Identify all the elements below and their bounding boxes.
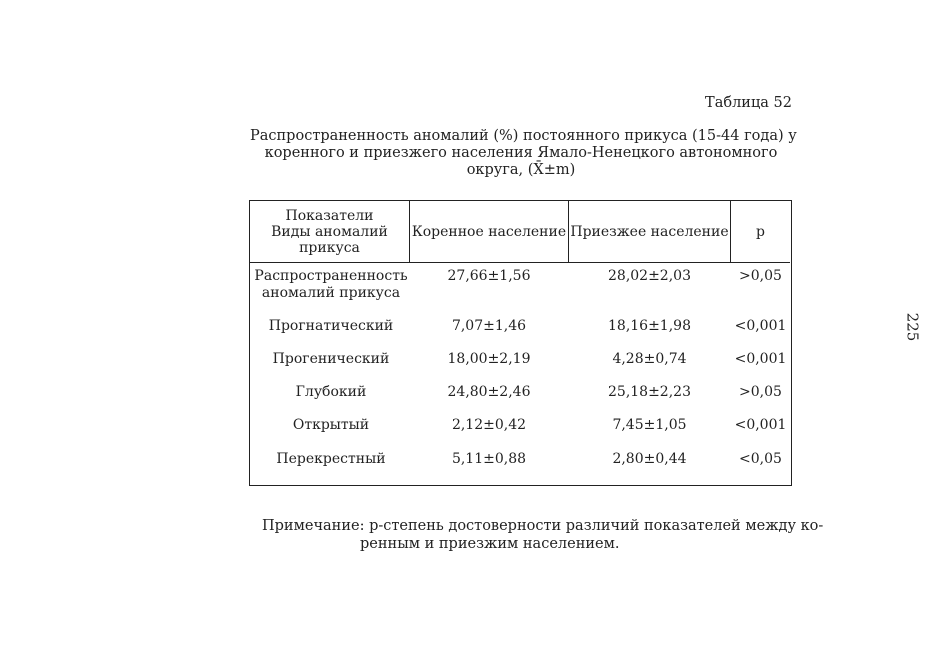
row-indicator: Прогенический [272,351,390,367]
table-note [262,517,824,553]
table-header-row [250,201,790,263]
row-indicator [250,268,412,302]
page-number: 225 [903,312,922,342]
header-indicator-line: прикуса [299,239,360,256]
header-newcomer-population: Приезжее население [570,223,729,240]
table-number-label: Таблица 52 [705,95,792,111]
row-indicator: Открытый [292,417,370,433]
row-native-value: 18,00±2,19 [447,351,531,367]
row-native-value: 5,11±0,88 [451,451,527,467]
row-indicator: Прогнатический [268,318,394,334]
header-indicator [250,201,409,262]
row-native-value: 2,12±0,42 [451,417,527,433]
caption-line-2: коренного и приезжего населения Ямало-Ненецкого автономного [264,145,778,161]
header-native-population: Коренное население [411,223,567,240]
row-p-value: <0,001 [734,318,787,334]
data-table [249,200,792,486]
header-p-value: р [756,223,765,240]
row-p-value: <0,05 [739,451,782,467]
row-newcomer-value: 25,18±2,23 [608,384,691,400]
row-native-value: 24,80±2,46 [447,384,531,400]
row-p-value: <0,001 [734,351,787,367]
row-native-value: 7,07±1,46 [451,318,527,334]
row-p-value: >0,05 [739,384,782,400]
row-newcomer-value: 28,02±2,03 [608,268,691,284]
row-indicator-line: аномалий прикуса [261,285,401,301]
header-indicator-line: Показатели [285,207,374,224]
row-indicator-line: Распространенность [254,268,408,284]
row-newcomer-value: 2,80±0,44 [612,451,687,467]
header-indicator-line: Виды аномалий [271,223,388,240]
caption-line-3: округа, (X̄±m) [466,162,576,178]
row-native-value: 27,66±1,56 [447,268,531,284]
note-line-1: Примечание: р-степень достоверности различий показателей между ко- [262,518,824,534]
row-newcomer-value: 18,16±1,98 [608,318,691,334]
row-newcomer-value: 7,45±1,05 [612,417,687,433]
note-line-2: ренным и приезжим населением. [360,536,620,552]
row-newcomer-value: 4,28±0,74 [612,351,687,367]
table-caption [250,128,797,179]
row-p-value: >0,05 [739,268,782,284]
row-indicator: Перекрестный [276,451,386,467]
caption-line-1: Распространенность аномалий (%) постоянного прикуса (15-44 года) у [250,128,797,144]
row-p-value: <0,001 [734,417,787,433]
row-indicator: Глубокий [295,384,367,400]
